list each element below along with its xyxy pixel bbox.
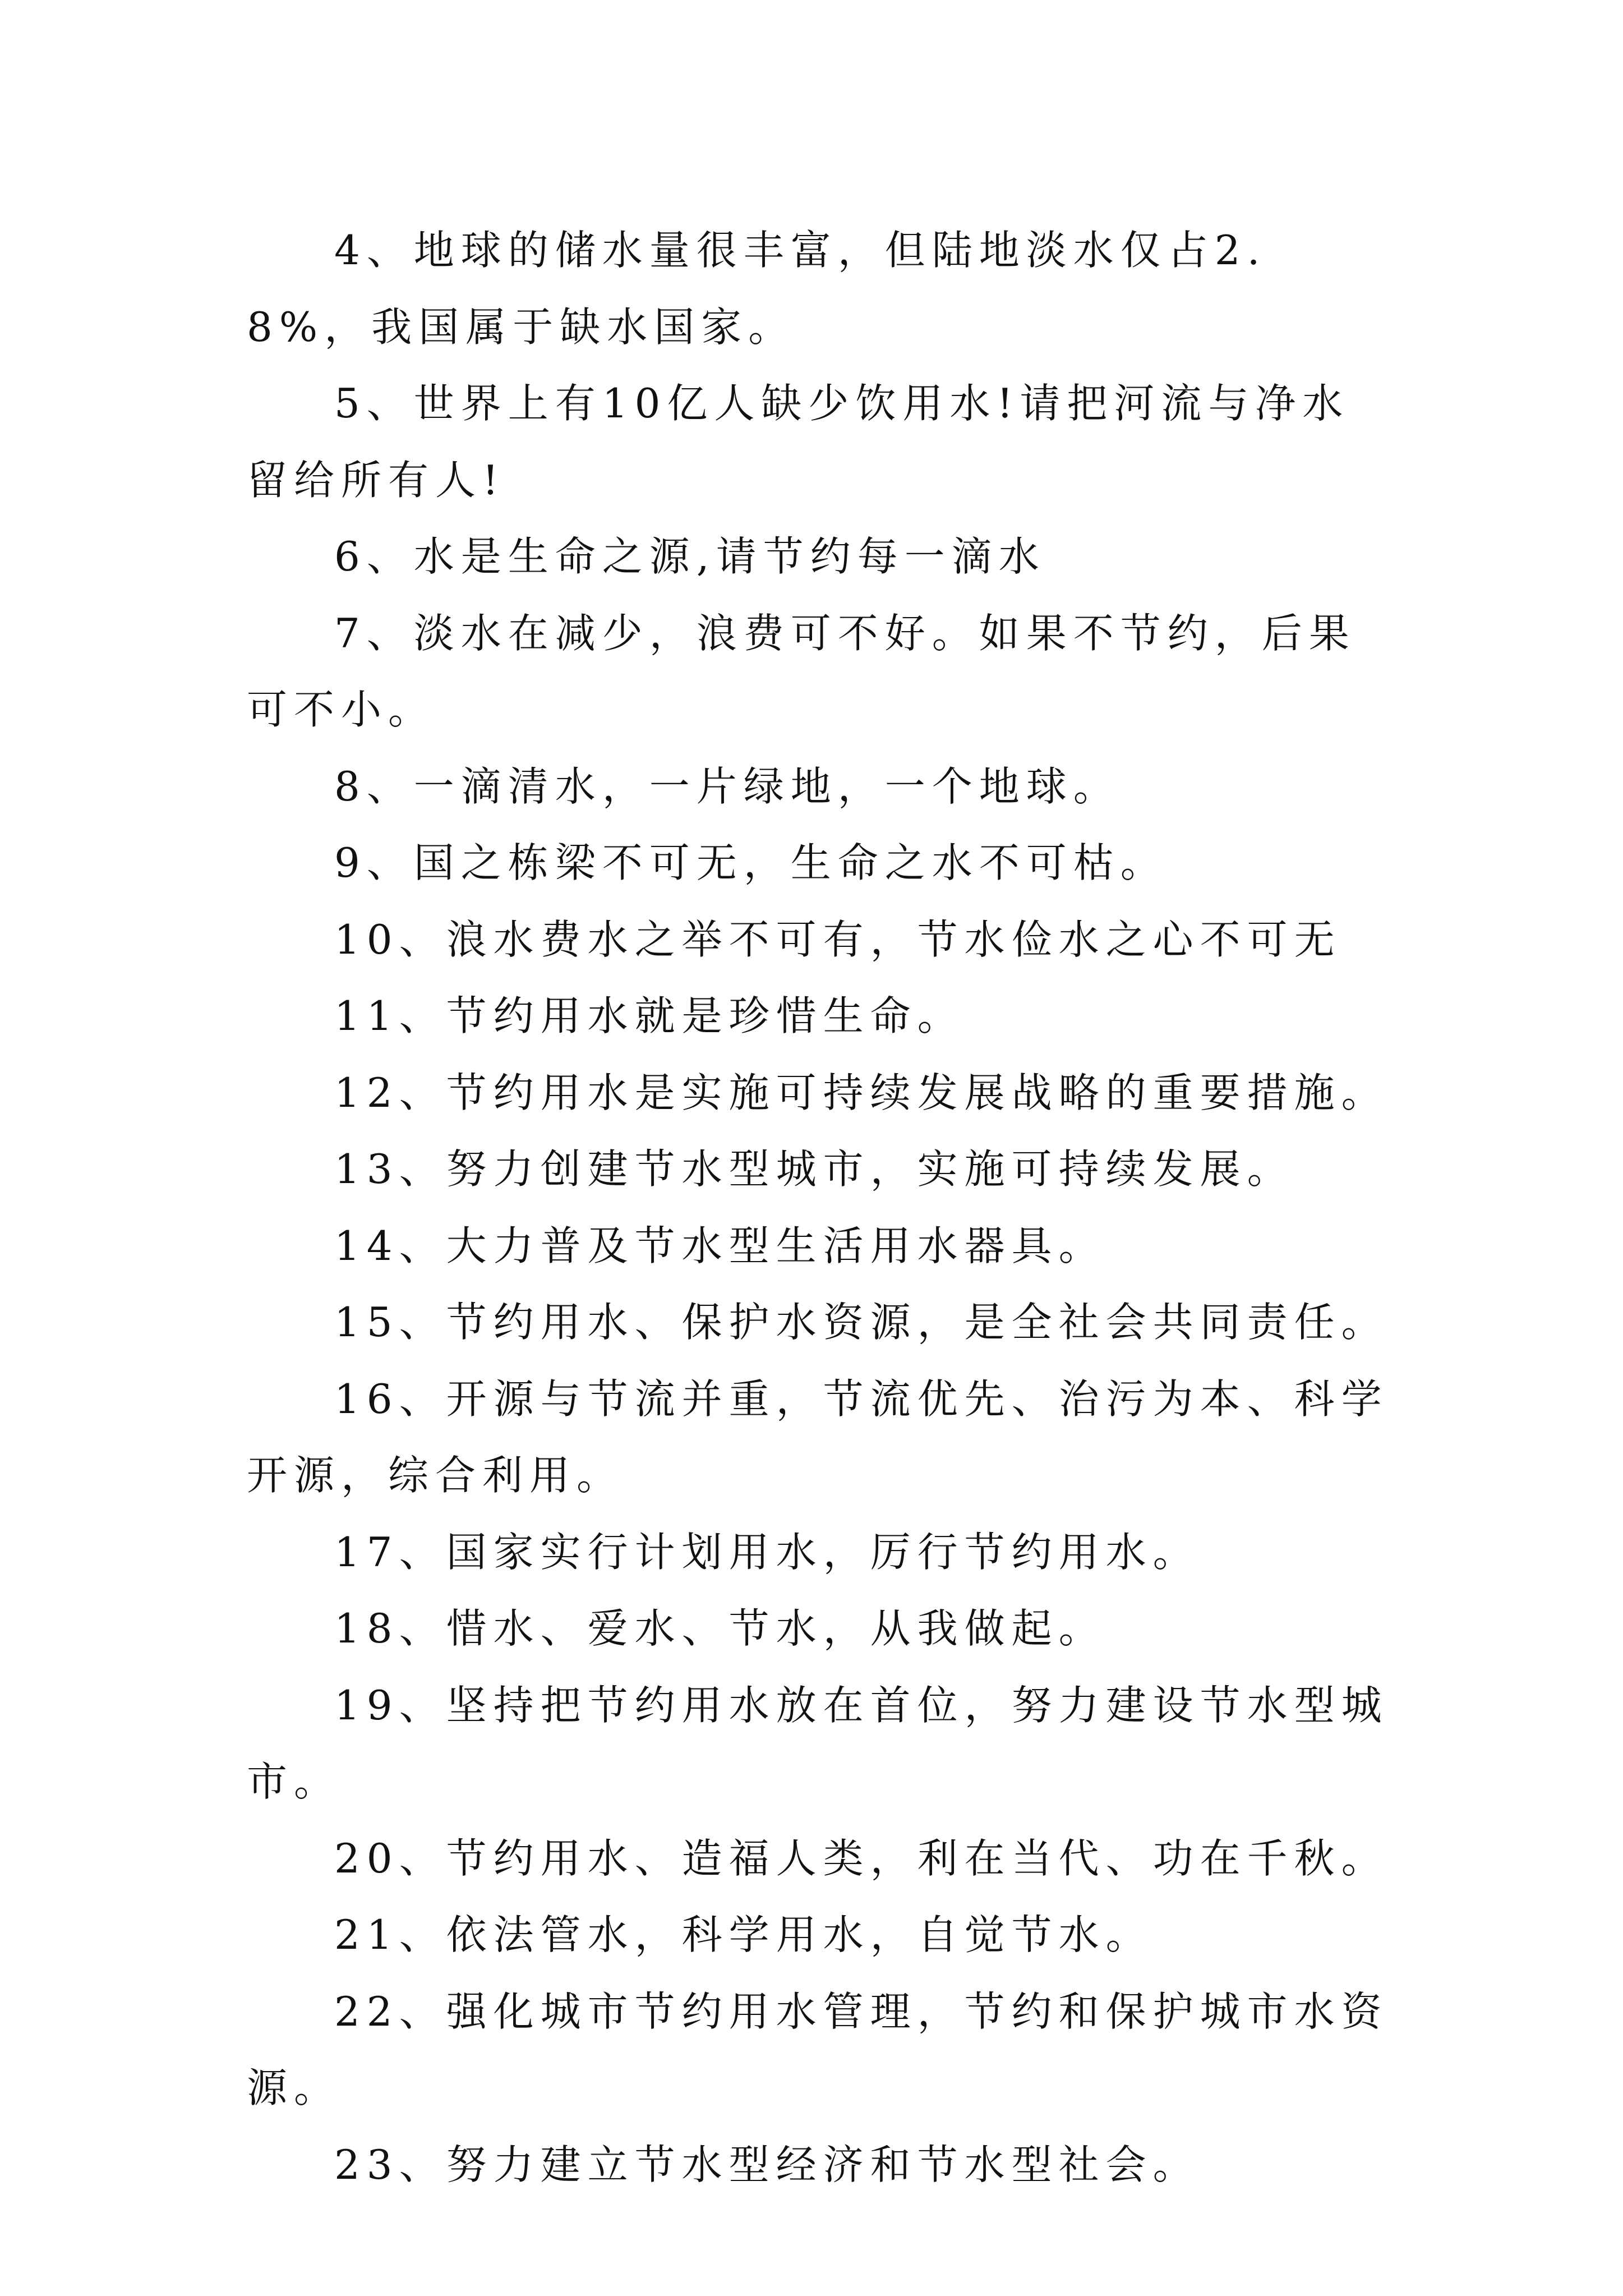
paragraph-9: 9、国之栋梁不可无，生命之水不可枯。 bbox=[334, 839, 1168, 886]
paragraph-19: 19、坚持把节约用水放在首位，努力建设节水型城市。 bbox=[247, 1681, 1389, 1805]
paragraph-15: 15、节约用水、保护水资源，是全社会共同责任。 bbox=[334, 1299, 1389, 1346]
paragraph-17: 17、国家实行计划用水，厉行节约用水。 bbox=[334, 1528, 1200, 1576]
paragraph-6: 6、水是生命之源,请节约每一滴水 bbox=[334, 533, 1046, 580]
paragraph-7: 7、淡水在减少，浪费可不好。如果不节约，后果可不小。 bbox=[247, 609, 1356, 733]
paragraph-4: 4、地球的储水量很丰富，但陆地淡水仅占2.8%，我国属于缺水国家。 bbox=[247, 227, 1267, 351]
paragraph-12: 12、节约用水是实施可持续发展战略的重要措施。 bbox=[334, 1069, 1389, 1116]
paragraph-16: 16、开源与节流并重，节流优先、治污为本、科学开源，综合利用。 bbox=[247, 1375, 1389, 1499]
paragraph-5: 5、世界上有10亿人缺少饮用水!请把河流与净水留给所有人! bbox=[247, 380, 1350, 504]
paragraph-11: 11、节约用水就是珍惜生命。 bbox=[334, 992, 965, 1039]
document-body bbox=[247, 212, 1389, 2203]
paragraph-14: 14、大力普及节水型生活用水器具。 bbox=[334, 1222, 1106, 1269]
paragraph-21: 21、依法管水，科学用水，自觉节水。 bbox=[334, 1911, 1153, 1958]
paragraph-22: 22、强化城市节约用水管理，节约和保护城市水资源。 bbox=[247, 1987, 1389, 2111]
paragraph-18: 18、惜水、爱水、节水，从我做起。 bbox=[334, 1605, 1106, 1652]
paragraph-23: 23、努力建立节水型经济和节水型社会。 bbox=[334, 2141, 1200, 2188]
paragraph-10: 10、浪水费水之举不可有，节水俭水之心不可无 bbox=[334, 915, 1341, 963]
paragraph-20: 20、节约用水、造福人类，利在当代、功在千秋。 bbox=[334, 1834, 1389, 1882]
paragraph-13: 13、努力创建节水型城市，实施可持续发展。 bbox=[334, 1145, 1294, 1193]
paragraph-8: 8、一滴清水，一片绿地，一个地球。 bbox=[334, 762, 1121, 810]
